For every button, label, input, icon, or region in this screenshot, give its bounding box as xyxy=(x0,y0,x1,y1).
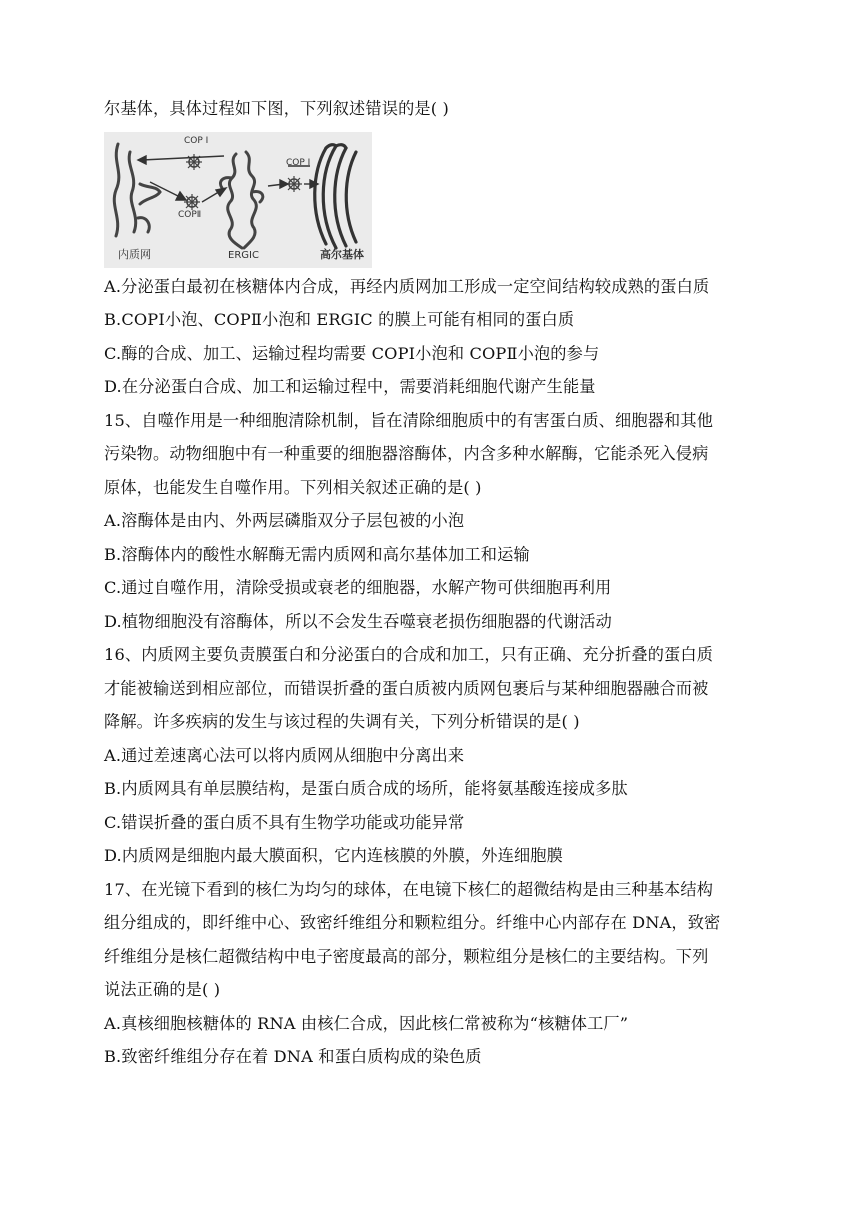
label-golgi: 高尔基体 xyxy=(320,247,364,261)
golgi-shape xyxy=(315,144,356,247)
text-line: 才能被输送到相应部位，而错误折叠的蛋白质被内质网包裹后与某种细胞器融合而被 xyxy=(104,678,709,698)
text-line: D.内质网是细胞内最大膜面积，它内连核膜的外膜，外连细胞膜 xyxy=(104,846,563,865)
question-page xyxy=(104,92,764,1074)
text-line: 尔基体，具体过程如下图，下列叙述错误的是( ) xyxy=(104,99,449,118)
text-line: D.在分泌蛋白合成、加工和运输过程中，需要消耗细胞代谢产生能量 xyxy=(104,377,596,396)
text-line: 组分组成的，即纤维中心、致密纤维组分和颗粒组分。纤维中心内部存在 DNA，致密 xyxy=(104,913,721,932)
label-er: 内质网 xyxy=(118,247,151,261)
text-line: 污染物。动物细胞中有一种重要的细胞器溶酶体，内含多种水解酶，它能杀死入侵病 xyxy=(104,444,709,463)
label-cop1-right: COP I xyxy=(286,157,311,168)
text-line: A.溶酶体是由内、外两层磷脂双分子层包被的小泡 xyxy=(104,511,465,530)
text-line: B.COPⅠ小泡、COPⅡ小泡和 ERGIC 的膜上可能有相同的蛋白质 xyxy=(104,310,575,329)
label-cop2: COPⅡ xyxy=(178,209,202,220)
er-shape xyxy=(114,144,160,236)
text-line: 说法正确的是( ) xyxy=(104,980,221,999)
text-line: 原体，也能发生自噬作用。下列相关叙述正确的是( ) xyxy=(104,477,482,497)
text-line: 纤维组分是核仁超微结构中电子密度最高的部分，颗粒组分是核仁的主要结构。下列 xyxy=(104,946,709,966)
text-line: A.真核细胞核糖体的 RNA 由核仁合成，因此核仁常被称为“核糖体工厂” xyxy=(104,1013,629,1033)
text-line: 17、在光镜下看到的核仁为均匀的球体，在电镜下核仁的超微结构是由三种基本结构 xyxy=(104,879,714,899)
text-line: B.致密纤维组分存在着 DNA 和蛋白质构成的染色质 xyxy=(104,1047,482,1066)
transport-diagram xyxy=(104,132,372,268)
text-line: B.内质网具有单层膜结构，是蛋白质合成的场所，能将氨基酸连接成多肽 xyxy=(104,779,628,798)
text-line: C.错误折叠的蛋白质不具有生物学功能或功能异常 xyxy=(104,812,465,832)
text-line: C.通过自噬作用，清除受损或衰老的细胞器，水解产物可供细胞再利用 xyxy=(104,578,612,597)
text-line: C.酶的合成、加工、运输过程均需要 COPⅠ小泡和 COPⅡ小泡的参与 xyxy=(104,343,600,363)
text-line: 降解。许多疾病的发生与该过程的失调有关，下列分析错误的是( ) xyxy=(104,712,580,731)
label-ergic: ERGIC xyxy=(228,249,259,261)
text-line: A.分泌蛋白最初在核糖体内合成，再经内质网加工形成一定空间结构较成熟的蛋白质 xyxy=(104,276,710,296)
label-cop1-left: COP I xyxy=(184,135,209,146)
text-line: B.溶酶体内的酸性水解酶无需内质网和高尔基体加工和运输 xyxy=(104,544,530,564)
text-line: D.植物细胞没有溶酶体，所以不会发生吞噬衰老损伤细胞器的代谢活动 xyxy=(104,611,612,631)
text-line: A.通过差速离心法可以将内质网从细胞中分离出来 xyxy=(104,745,465,765)
ergic-shape xyxy=(220,152,262,248)
text-line: 15、自噬作用是一种细胞清除机制，旨在清除细胞质中的有害蛋白质、细胞器和其他 xyxy=(104,410,714,430)
text-line: 16、内质网主要负责膜蛋白和分泌蛋白的合成和加工，只有正确、充分折叠的蛋白质 xyxy=(104,645,714,664)
